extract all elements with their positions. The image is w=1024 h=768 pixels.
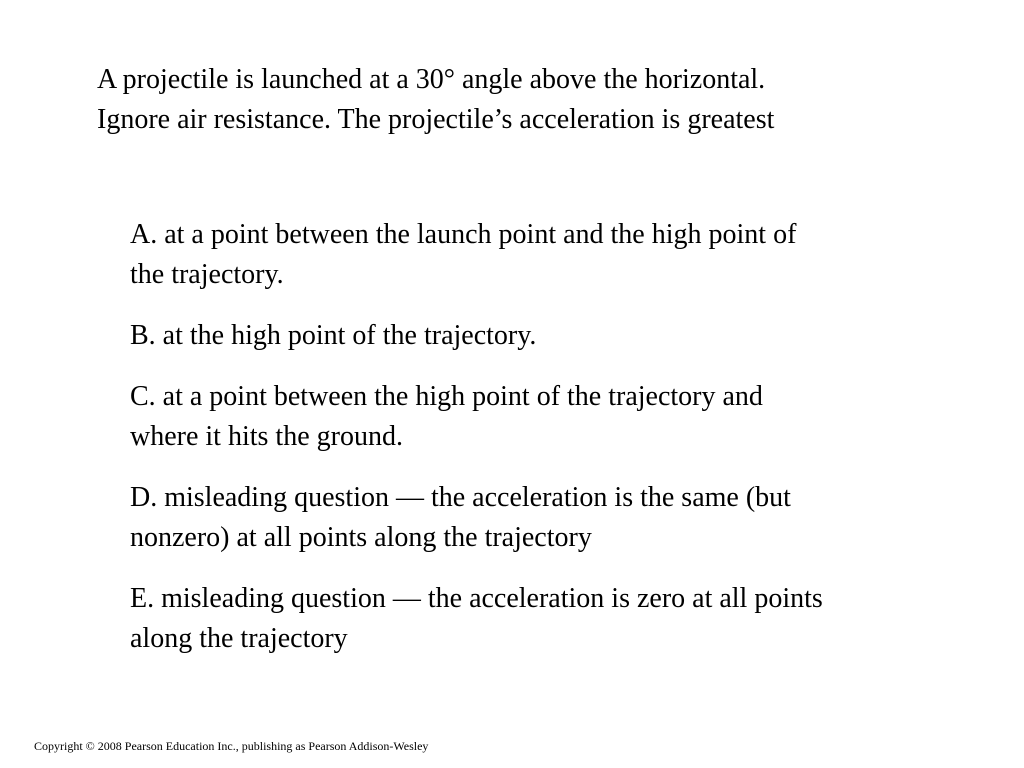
question-text — [97, 60, 977, 140]
option-line: C. at a point between the high point of the trajectory and — [130, 381, 763, 412]
option-d — [130, 478, 1000, 558]
option-line: A. at a point between the launch point and the high point of — [130, 219, 797, 250]
option-line: nonzero) at all points along the trajectory — [130, 522, 592, 553]
option-line: along the trajectory — [130, 623, 348, 654]
answer-options — [130, 215, 1000, 680]
option-line: the trajectory. — [130, 259, 284, 290]
question-line: Ignore air resistance. The projectile’s acceleration is greatest — [97, 104, 775, 135]
option-e — [130, 579, 1000, 659]
option-line: D. misleading question — the acceleration is the same (but — [130, 482, 791, 513]
option-line: E. misleading question — the acceleration is zero at all points — [130, 583, 823, 614]
option-line: where it hits the ground. — [130, 421, 403, 452]
question-line: A projectile is launched at a 30° angle above the horizontal. — [97, 64, 766, 95]
copyright-footer: Copyright © 2008 Pearson Education Inc., publishing as Pearson Addison-Wesley — [34, 739, 429, 753]
option-line: B. at the high point of the trajectory. — [130, 320, 537, 351]
option-b — [130, 316, 1000, 356]
option-c — [130, 377, 1000, 457]
option-a — [130, 215, 1000, 295]
